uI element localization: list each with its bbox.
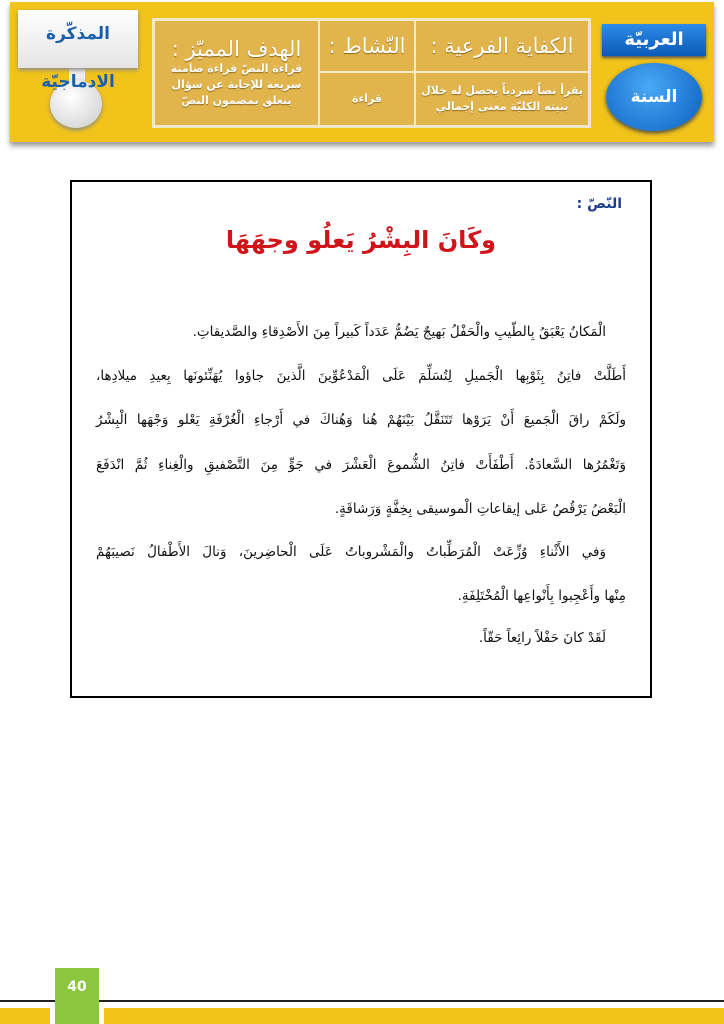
competence-title: الكفاية الفرعية : [415,20,589,72]
text-title: وكَانَ البِشْرُ يَعلُو وجهَهَا [225,226,497,254]
text-line: وَفي الأَثْناءِ وُزِّعَتْ الْمُرَطِّباتُ والْمَشْروباتُ عَلَى الْحاضِرينَ، وَنالَ الأَطْفالُ نَصيبَهُمْ [96,544,606,560]
footer-rule [0,1000,724,1002]
activity-title: النّشاط : [319,20,415,72]
goal-cell [154,20,319,126]
footer-band-left [0,1008,50,1024]
text-line: مِنْها وأَعْجِبوا بِأَنْواعِها الْمُخْتَلِفَةِ. [457,588,626,604]
text-line: أَطَلَّتْ فاتِنُ بِثَوْبِها الْجَميلِ لِتُسَلِّمَ عَلَى الْمَدْعُوِّينَ الَّذينَ جاؤوا يُهَنِّئونَها بِعيدِ ميلادِها، [96,368,626,384]
competence-text: يقرأ نصاً سردياً يحصل له خلال بنيته الكليّة معنى إجمالي [415,72,589,126]
page-number: 40 [55,968,99,1024]
footer-band-right [104,1008,724,1024]
year-badge: السنة الثّالثة [606,63,702,131]
text-line: الْمَكانُ يَعْبَقُ بِالطّيبِ والْحَفْلُ بَهيجٌ يَضُمُّ عَدَداً كَبيراً مِنَ الأَصْدِقاءِ والصَّديقاتِ. [192,324,606,340]
activity-text: قراءة [319,72,415,126]
text-label: النّصّ : [576,196,622,212]
header-table [152,18,591,128]
goal-title: الهدف المميّز : [171,37,302,61]
subject-badge: العربيّة [602,24,706,56]
text-line: لَقَدْ كانَ حَفْلاً رائِعاً حَقّاً. [478,630,606,646]
goal-text: قراءة النصّ قراءة صامتة سريعة للإجابة عن سؤال يتعلق بمضمون النصّ [170,62,303,107]
text-line: وَتَغْمُرُها السَّعادَةُ. أَطْفَأَتْ فاتِنُ الشُّموعَ الْعَشْرَ في جَوٍّ مِنَ التَّصْفيقِ والْغِناءِ ثُمَّ انْدَفَعَ [96,457,626,473]
text-box [70,180,652,698]
text-line: الْبَعْضُ يَرْقُصُ عَلى إيقاعاتِ الْموسيقى بِخِفَّةٍ وَرَشاقَةٍ. [334,501,626,517]
logo-title: المذكّرة الادماجيّة [18,10,138,68]
text-line: ولَكَمْ راقَ الْجَميعَ أَنْ يَرَوْها تَتَنَقَّلُ بَيْنَهُمْ هُنا وَهُناكَ في أَرْجاءِ الْغُرْفَةِ يَعْلو وَجْهَها الْبِشْرُ [96,412,626,428]
